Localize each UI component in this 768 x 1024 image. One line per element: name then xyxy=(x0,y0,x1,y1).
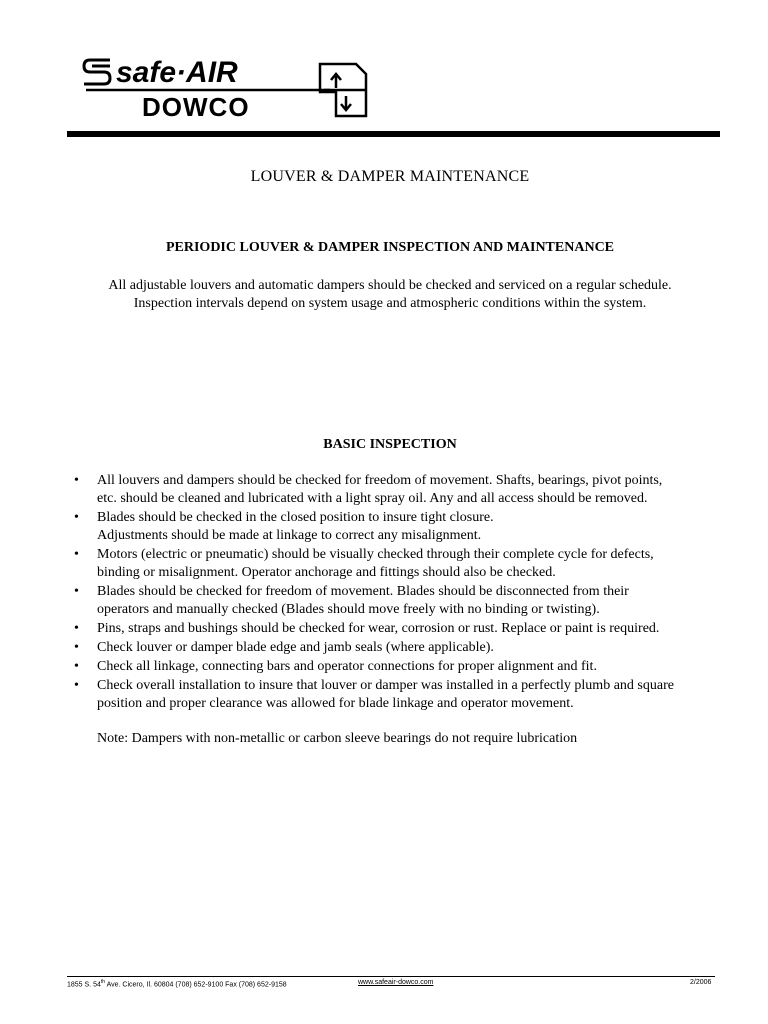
list-item-text: Check louver or damper blade edge and jamb seals (where applicable). xyxy=(97,640,494,655)
bullet-icon: • xyxy=(74,547,79,562)
bullet-icon: • xyxy=(74,510,79,525)
list-item-text: etc. should be cleaned and lubricated with a light spray oil. Any and all access should be removed. xyxy=(97,491,648,506)
footer-address xyxy=(67,979,287,988)
list-item-text: Adjustments should be made at linkage to correct any misalignment. xyxy=(97,528,482,543)
intro-line: All adjustable louvers and automatic dampers should be checked and serviced on a regular schedule. xyxy=(108,278,672,293)
list-item xyxy=(74,546,734,582)
lubrication-note: Note: Dampers with non-metallic or carbon sleeve bearings do not require lubrication xyxy=(97,731,578,746)
inspection-list xyxy=(74,472,734,714)
address-ordinal: th xyxy=(100,979,106,985)
list-item-text: binding or misalignment. Operator anchorage and fittings should also be checked. xyxy=(97,565,556,580)
website-link[interactable]: www.safeair-dowco.com xyxy=(358,979,434,986)
address-street-number: 1855 S. 54 xyxy=(67,981,101,989)
bullet-icon: • xyxy=(74,640,79,655)
intro-line: Inspection intervals depend on system usage and atmospheric conditions within the system. xyxy=(133,296,647,311)
list-item xyxy=(74,583,734,619)
logo-s-emblem xyxy=(84,60,110,84)
list-item-text: Pins, straps and bushings should be checked for wear, corrosion or rust. Replace or paint is required. xyxy=(97,621,660,636)
list-item-text: Blades should be checked in the closed position to insure tight closure. xyxy=(97,510,494,525)
list-item xyxy=(74,639,734,657)
logo-wordmark-bottom: DOWCO xyxy=(142,92,250,122)
section-title-periodic: PERIODIC LOUVER & DAMPER INSPECTION AND MAINTENANCE xyxy=(165,240,615,255)
list-item-text: Motors (electric or pneumatic) should be visually checked through their complete cycle for defects, xyxy=(97,547,654,562)
intro-paragraph xyxy=(0,277,768,313)
header-rule xyxy=(67,131,720,137)
list-item-text: Check all linkage, connecting bars and operator connections for proper alignment and fit. xyxy=(97,659,597,674)
bullet-icon: • xyxy=(74,678,79,693)
list-item xyxy=(74,509,734,545)
logo-wordmark-top: safe·AIR xyxy=(116,56,238,89)
bullet-icon: • xyxy=(74,621,79,636)
list-item xyxy=(74,677,734,713)
company-logo xyxy=(80,50,370,122)
revision-date: 2/2006 xyxy=(690,979,712,986)
list-item-text: position and proper clearance was allowed for blade linkage and operator movement. xyxy=(97,696,574,711)
list-item-text: Check overall installation to insure that louver or damper was installed in a perfectly plumb and square xyxy=(97,678,674,693)
list-item-text: operators and manually checked (Blades should move freely with no binding or twisting). xyxy=(97,602,600,617)
section-title-basic-inspection: BASIC INSPECTION xyxy=(323,437,457,452)
list-item-text: Blades should be checked for freedom of movement. Blades should be disconnected from their xyxy=(97,584,629,599)
list-item-text: All louvers and dampers should be checked for freedom of movement. Shafts, bearings, pivot points, xyxy=(97,473,663,488)
list-item xyxy=(74,658,734,676)
bullet-icon: • xyxy=(74,473,79,488)
page-title: LOUVER & DAMPER MAINTENANCE xyxy=(250,168,530,185)
list-item xyxy=(74,620,734,638)
damper-box-icon xyxy=(320,64,366,116)
list-item xyxy=(74,472,734,508)
bullet-icon: • xyxy=(74,659,79,674)
address-rest: Ave. Cicero, Il. 60804 (708) 652-9100 Fax (708) 652-9158 xyxy=(105,981,287,989)
bullet-icon: • xyxy=(74,584,79,599)
footer-rule xyxy=(67,976,715,977)
